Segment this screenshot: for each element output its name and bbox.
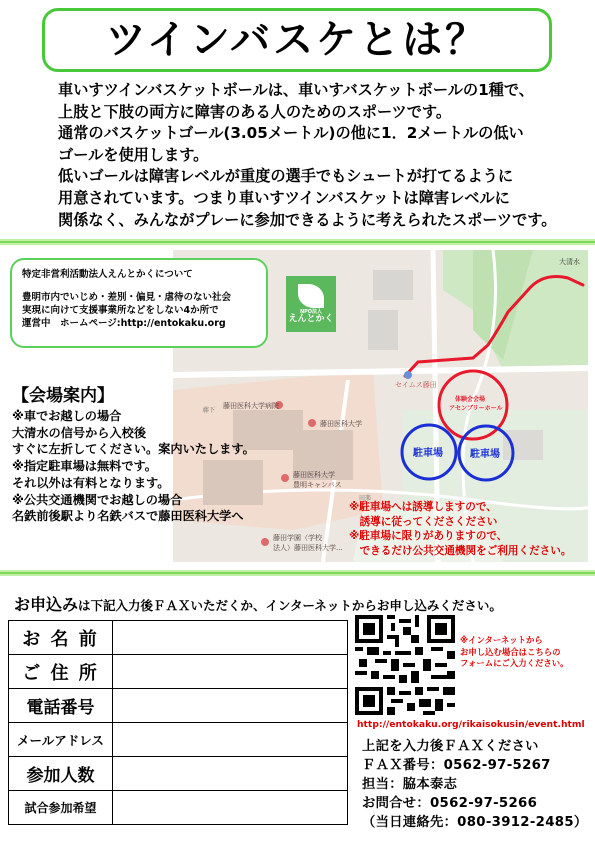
form-label-address: ご 住 所 [9,655,113,689]
qr-note-line: お申し込む場合はこちらの [460,646,561,657]
org-info-box [10,258,268,348]
map-label-parking-1: 駐車場 [413,448,443,459]
inquiry-phone: お問合せ：0562-97-5266 [362,796,538,811]
venue-line: ※指定駐車場は無料です。 [12,459,157,474]
intro-line: 車いすツインバスケットボールは、車いすバスケットボールの1種で、 [58,81,534,99]
map-label-campus-1: 藤田医科大学 [293,471,335,479]
form-label-participants: 参加人数 [9,757,113,791]
leaf-icon [298,284,324,308]
org-line: 実現に向けて支援事業所などをしない4か所で [22,305,219,316]
org-logo [286,276,336,332]
venue-line: 名鉄前後駅より名鉄バスで藤田医科大学へ [12,509,244,524]
notice-line: ※駐車場へは誘導しますので、 [349,501,497,513]
map-label-campus-2: 豊明キャンパス [293,481,342,489]
intro-line: 用意されています。つまり車いすツインバスケットは障害レベルに [58,188,510,207]
venue-guide [12,386,312,525]
intro-line: ゴールを使用します。 [58,145,209,164]
map-label-seimei: セイムス藤田 [395,381,437,389]
application-form [8,620,348,825]
grass-divider-top [0,236,595,248]
qr-note-line: フォームにご入力ください。 [460,658,569,668]
venue-title: 【会場案内】 [12,386,114,406]
venue-line: ※車でお越しの場合 [12,409,122,423]
qr-note-line: ※インターネットから [460,635,543,645]
logo-caption: NPO法人 [299,308,323,315]
notice-line: ※駐車場に限りがありますので、 [349,530,508,542]
map-label-venue-2: アセンブリーホール [449,405,503,412]
map-label-university: 藤田医科大学 [320,420,362,428]
contact-line: 上記を入力後ＦＡＸください [362,739,539,754]
map-label-minor-1: 藤下 [203,407,216,414]
venue-line: それ以外は有料となります。 [12,475,170,490]
qr-instruction [460,635,590,670]
notice-line: できるだけ公共交通機関をご利用ください。 [349,544,572,557]
parking-notice [349,500,594,558]
map-label-minor-2: 田楽 [359,495,372,502]
form-field-address[interactable] [112,655,347,689]
apply-instruction [14,592,502,615]
intro-line: 低いゴールは障害レベルが重度の選手でもシュートが打てるように [58,167,514,186]
form-label-name: お 名 前 [9,621,113,655]
form-label-phone: 電話番号 [9,689,113,723]
grass-divider-bottom [0,567,595,579]
intro-paragraph [58,80,568,231]
intro-line: 関係なく、みんながプレーに参加できるように考えられたスポーツです。 [58,210,557,229]
map-label-venue-1: 体験会会場 [455,396,486,403]
intro-line: 上肢と下肢の両方に障害のある人のためのスポーツです。 [58,102,452,121]
logo-name: えんとかく [288,313,334,324]
contact-info [362,737,592,832]
form-label-match: 試合参加希望 [9,791,113,825]
map-label-parking-2: 駐車場 [470,449,500,460]
apply-text: は下記入力後ＦＡＸいただくか、インターネットからお申し込みください。 [78,598,502,613]
form-field-phone[interactable] [112,689,347,723]
map-label-school-2: 法人）藤田医科大学... [273,544,343,552]
venue-line: 大清水の信号から入校後 [12,425,147,440]
org-line: 運営中 ホームページ:http://entokaku.org [22,318,226,329]
map-label-top-right: 大清水 [559,258,580,266]
form-label-email: メールアドレス [9,723,113,757]
contact-person: 担当：脇本泰志 [362,777,458,792]
fax-number: ＦＡＸ番号：0562-97-5267 [362,758,551,773]
form-field-name[interactable] [112,621,347,655]
org-title: 特定非営利活動法人えんとかくについて [22,269,193,280]
title-banner [42,8,552,72]
org-line: 豊明市内でいじめ・差別・偏見・虐待のない社会 [22,292,232,303]
day-of-phone: （当日連絡先：080-3912-2485） [362,815,588,830]
form-field-participants[interactable] [112,757,347,791]
qr-code[interactable] [355,615,455,715]
form-field-email[interactable] [112,723,347,757]
venue-line: ※公共交通機関でお越しの場合 [12,492,183,507]
form-field-match[interactable] [112,791,347,825]
map-label-hospital: 藤田医科大学病院 [223,402,279,410]
venue-line: すぐに左折してください。案内いたします。 [12,442,255,457]
apply-heading: お申込み [14,595,79,614]
page-title: ツインバスケとは？ [105,17,489,63]
intro-line: 通常のバスケットゴール(3.05メートル)の他に1．2メートルの低い [58,124,524,143]
notice-line: 誘導に従ってくださください [349,515,498,528]
map-label-school-1: 藤田学園（学校 [273,534,322,542]
event-url-link[interactable]: http://entokaku.org/rikaisokusin/event.html [357,719,585,730]
